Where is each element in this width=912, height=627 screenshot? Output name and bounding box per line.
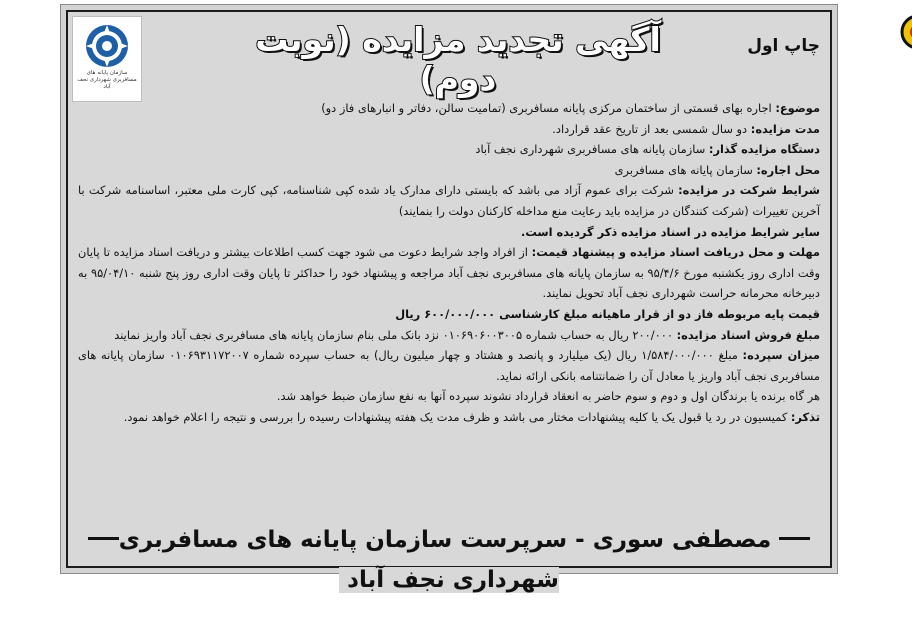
conditions-label: شرایط شرکت در مزایده:: [678, 183, 820, 198]
ad-body: [78, 98, 820, 514]
deadline-label: مهلت و محل دریافت اسناد مزایده و پیشنهاد قیمت:: [531, 245, 820, 260]
note-label: تذکر:: [790, 409, 820, 424]
organizer-line: [78, 139, 820, 160]
page-title: آگهی تجدید مزایده (نوبت دوم): [255, 20, 661, 98]
duration-text: دو سال شمسی بعد از تاریخ عقد قرارداد.: [552, 121, 748, 136]
organizer-label: دستگاه مزایده گذار:: [708, 142, 820, 157]
location-line: [78, 160, 820, 181]
organization-logo: [72, 16, 142, 102]
location-label: محل اجاره:: [756, 162, 820, 177]
ad-frame: [66, 10, 832, 593]
edition-label: چاپ اول: [747, 36, 820, 56]
partial-badge-icon: [898, 14, 912, 50]
subject-text: اجاره بهای قسمتی از ساختمان مرکزی پایانه مسافربری (تمامیت سالن، دفاتر و انبارهای فاز دو): [321, 101, 772, 115]
signature-line: [78, 520, 820, 593]
auction-advertisement: [60, 4, 838, 593]
duration-line: [78, 119, 820, 140]
subject-label: موضوع:: [775, 101, 820, 115]
other-conditions: سایر شرایط مزایده در اسناد مزایده ذکر گردیده است.: [521, 224, 820, 239]
signature-text: مصطفی سوری - سرپرست سازمان پایانه های مسافربری شهرداری نجف آباد: [119, 527, 779, 593]
conditions-text: شرکت برای عموم آزاد می باشد که بایستی دارای مدارک یاد شده کپی شناسنامه، کپی کارت ملی معتبر، اساسنامه شرکت با آخرین تغییرات (شرکت کنندگان در مزایده باید رعایت منع مداخله کارکنان دولت را بنمایند): [78, 183, 820, 218]
organizer-text: سازمان پایانه های مسافربری شهرداری نجف آباد: [475, 142, 706, 157]
subject-line: [78, 98, 820, 119]
deposit-text: مبلغ ۱/۵۸۴/۰۰۰/۰۰۰ ریال (یک میلیارد و پانصد و هشتاد و چهار میلیون ریال) به حساب سپرده شماره ۰۱۰۶۹۳۱۱۷۲۰۰۷ سازمان پایانه های مسافربری نجف آباد واریز یا معادل آن را ضمانتنامه بانکی ارائه نماید.: [78, 348, 820, 383]
conditions-paragraph: [78, 180, 820, 221]
note-paragraph: [78, 407, 820, 428]
adjacent-ad-fragment: [898, 14, 912, 50]
duration-label: مدت مزایده:: [750, 121, 820, 136]
location-text: سازمان پایانه های مسافربری: [614, 162, 753, 177]
base-price-line: قیمت پایه مربوطه فاز دو از قرار ماهیانه مبلغ کارشناسی ۶۰۰/۰۰۰/۰۰۰ ریال: [395, 306, 820, 321]
doc-price-label: مبلغ فروش اسناد مزایده:: [676, 327, 820, 342]
title-bar: [152, 18, 824, 98]
doc-price-text: ۲۰۰/۰۰۰ ریال به حساب شماره ۰۱۰۶۹۰۶۰۰۳۰۰۵ نزد بانک ملی بنام سازمان پایانه های مسافربری نجف آباد واریز نمایند: [114, 327, 673, 342]
logo-caption: سازمان پایانه های مسافربری شهرداری نجف آباد: [77, 70, 137, 90]
note-text: کمیسیون در رد یا قبول یک یا کلیه پیشنهادات مختار می باشد و ظرف مدت یک هفته پیشنهادات رسیده را بررسی و نتیجه را اعلام خواهد نمود.: [123, 409, 788, 424]
deadline-paragraph: [78, 242, 820, 304]
deadline-text: از افراد واجد شرایط دعوت می شود جهت کسب اطلاعات بیشتر و دریافت اسناد مزایده تا پایان وقت اداری روز یکشنبه مورخ ۹۵/۴/۶ به سازمان پایانه های مسافربری نجف آباد مراجعه و پیشنهاد خود را حداکثر تا پایان وقت اداری روز پنج شنبه ۹۵/۰۴/۱۰ به دبیرخانه محرمانه حراست شهرداری نجف آباد تحویل نمایند.: [78, 245, 820, 301]
doc-price-paragraph: [78, 325, 820, 346]
deposit-label: میزان سپرده:: [742, 348, 820, 363]
winners-note: هر گاه برنده یا برندگان اول و دوم و سوم حاضر به انعقاد قرارداد نشوند سپرده آنها به نفع سازمان ضبط خواهد شد.: [276, 389, 820, 404]
deposit-paragraph: [78, 345, 820, 386]
terminal-emblem-icon: [84, 23, 130, 69]
